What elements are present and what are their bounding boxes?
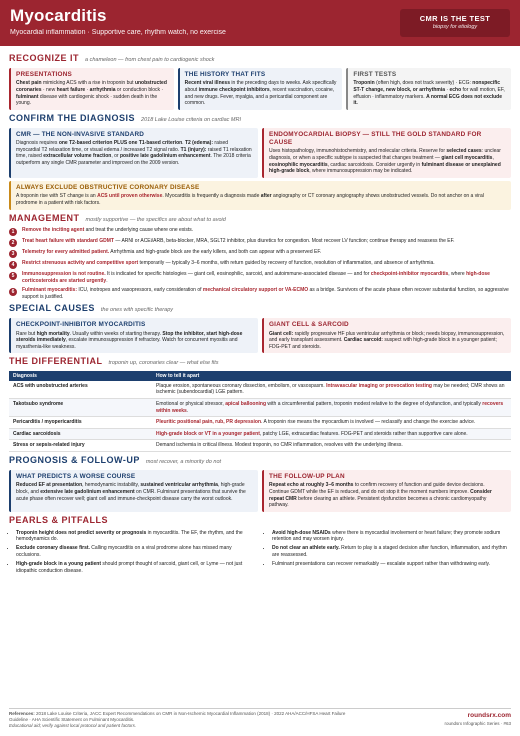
- badge-title: CMR IS THE TEST: [419, 14, 491, 23]
- header-banner: [0, 0, 520, 46]
- cmr-box: [9, 128, 258, 178]
- exclude-row: [9, 181, 511, 210]
- table-row: [9, 440, 511, 452]
- badge-subtitle: biopsy for etiology: [432, 23, 478, 30]
- column-header: How to tell it apart: [152, 371, 511, 381]
- section-subtitle: most recover, a minority do not: [145, 458, 222, 465]
- section-title: RECOGNIZE IT: [9, 53, 80, 63]
- footer-brand-block: [444, 712, 511, 727]
- pearls-list: [9, 530, 511, 577]
- list-item: • High-grade block in a young patient should prompt thought of sarcoid, giant cell, or Lyme — not just idiopathic conduction disease.: [16, 561, 255, 574]
- section-header-prognosis: [9, 455, 511, 467]
- list-item: 6 Fulminant myocarditis: ICU, inotropes and vasopressors, early consideration of mechanical circulatory support or VA-ECMO as a bridge. Survivors of the acute phase often recover substantial function, so aggressive support is justified.: [9, 287, 511, 300]
- exclude-cad-box: [9, 181, 511, 210]
- box-title: FIRST TESTS: [353, 70, 397, 78]
- presentations-box: [9, 68, 174, 110]
- biopsy-box: [262, 128, 511, 178]
- list-item: • Exclude coronary disease first. Calling myocarditis on a viral prodrome alone has missed many occlusions.: [16, 545, 255, 558]
- follow-up-box: [262, 470, 511, 512]
- box-title: WHAT PREDICTS A WORSE COURSE: [16, 472, 136, 480]
- pearls-column-left: [9, 530, 255, 577]
- box-body: Uses histopathology, immunohistochemistry, and molecular criteria. Reserve for selected cases: unclear diagnosis, or when a specific subtype is suspected that changes treatment — giant cell myocarditis, eosinophilic myocarditis, cardiac sarcoidosis. Consider urgently in fulminant disease or unexplained high-grade block, where immunosuppression may be indicated.: [269, 148, 501, 175]
- section-header-management: [9, 213, 511, 225]
- list-item: • Troponin height does not predict severity or prognosis in myocarditis. The EF, the rhythm, and the hemodynamics do.: [16, 530, 255, 543]
- main-content: [9, 50, 511, 577]
- section-title: PEARLS & PITFALLS: [9, 514, 109, 525]
- table-cell-detail: Pleuritic positional pain, rub, PR depression. A troponin rise means the myocardium is involved — reclassify and change the exercise advice.: [152, 417, 511, 429]
- callout-badge: [400, 9, 510, 37]
- list-item: 3 Telemetry for every admitted patient. Arrhythmia and high-grade block are the early killers, and both can appear with a preserved EF.: [9, 249, 511, 258]
- page-subtitle: Myocardial inflammation · Supportive care, rhythm watch, no exercise: [10, 29, 226, 36]
- section-header-pearls: [9, 515, 511, 527]
- table-cell-diagnosis: ACS with unobstructed arteries: [9, 381, 152, 399]
- box-body: Chest pain mimicking ACS with a rise in troponin but unobstructed coronaries · new heart failure · arrhythmia or conduction block · fulminant disease with cardiogenic shock · sudden death in the young.: [16, 80, 167, 107]
- differential-table: [9, 371, 511, 452]
- table-cell-detail: Demand ischemia in critical illness. Modest troponin, no CMR inflammation, resolves with the underlying illness.: [152, 440, 511, 452]
- table-row: [9, 417, 511, 429]
- table-cell-diagnosis: Takotsubo syndrome: [9, 399, 152, 417]
- section-subtitle: 2018 Lake Louise criteria on cardiac MRI: [141, 116, 241, 123]
- section-header-recognize: [9, 53, 511, 65]
- section-subtitle: a chameleon — from chest pain to cardiogenic shock: [85, 57, 215, 63]
- list-item: 2 Treat heart failure with standard GDMT — ARNI or ACEi/ARB, beta-blocker, MRA, SGLT2 inhibitor, plus diuretics for congestion. Most recover LV function; continue therapy and reassess the EF.: [9, 238, 511, 247]
- list-item: 5 Immunosuppression is not routine. It is indicated for specific histologies — giant cell, eosinophilic, sarcoid, and autoimmune-associated disease — and for checkpoint-inhibitor myocarditis, where high-dose corticosteroids are started urgently.: [9, 271, 511, 284]
- table-cell-diagnosis: Pericarditis / myopericarditis: [9, 417, 152, 429]
- box-title: CHECKPOINT-INHIBITOR MYOCARDITIS: [16, 321, 146, 329]
- series-label: roundsrx Infographic Series · #63: [444, 720, 511, 726]
- references: References: 2018 Lake Louise Criteria, JACC Expert Recommendations on CMR in Non-Ischemic Myocardial Inflammation (2018) · 2022 AHA/ACC/HFSA Heart Failure Guideline · AHA Scientific Statement on Fulminant Myocarditis. Educational aid; verify against local protocol and patient factors.: [9, 711, 346, 728]
- section-subtitle: troponin up, coronaries clear — what else fits: [108, 360, 219, 367]
- list-item: • Avoid high-dose NSAIDs where there is myocardial involvement or heart failure; they promote sodium retention and may worsen injury.: [272, 530, 511, 543]
- box-body: Diagnosis requires one T2-based criterion PLUS one T1-based criterion. T2 (edema): raised myocardial T2 relaxation time, or visual edema / increased T2 signal ratio. T1 (injury): raised T1 relaxation time, raised extracellular volume fraction, or positive late gadolinium enhancement. The 2018 criteria outperform any single CMR parameter and improved on the 2009 version.: [16, 140, 252, 166]
- step-number: 5: [9, 272, 17, 280]
- ici-box: [9, 318, 258, 353]
- box-title: THE HISTORY THAT FITS: [184, 70, 266, 78]
- prognosis-row: [9, 470, 511, 512]
- section-header-special: [9, 303, 511, 315]
- section-header-differential: [9, 356, 511, 368]
- box-title: GIANT CELL & SARCOID: [269, 321, 349, 329]
- page-title: Myocarditis: [10, 6, 107, 25]
- box-title: ENDOMYOCARDIAL BIOPSY — STILL THE GOLD STANDARD FOR CAUSE: [269, 130, 482, 147]
- step-number: 4: [9, 261, 17, 269]
- box-title: CMR — THE NON-INVASIVE STANDARD: [16, 130, 145, 138]
- table-cell-detail: High-grade block or VT in a younger patient, patchy LGE, extracardiac features. FDG-PET and steroids rather than supportive care alone.: [152, 428, 511, 440]
- box-body: Repeat echo at roughly 3–6 months to confirm recovery of function and guide device decisions. Continue GDMT while the EF is reduced, and do not stop it the moment numbers improve. Consider repeat CMR before clearing an athlete. Persistent dysfunction becomes a chronic cardiomyopathy pathway.: [269, 482, 492, 509]
- box-title: ALWAYS EXCLUDE OBSTRUCTIVE CORONARY DISEASE: [16, 183, 200, 191]
- table-row: [9, 399, 511, 417]
- column-header: Diagnosis: [9, 371, 152, 381]
- table-row: [9, 381, 511, 399]
- footer: [9, 708, 511, 729]
- step-number: 1: [9, 228, 17, 236]
- box-body: Giant cell: rapidly progressive HF plus ventricular arrhythmia or block; needs biopsy, immunosuppression, and early transplant assessment. Cardiac sarcoid: suspect with high-grade block in a younger patient; FDG-PET and steroids.: [269, 330, 505, 350]
- table-cell-detail: Plaque erosion, spontaneous coronary dissection, embolism, or vasospasm. Intravascular imaging or provocation testing may be needed; CMR shows an ischemic (subendocardial) LGE pattern.: [152, 381, 511, 399]
- section-title: CONFIRM THE DIAGNOSIS: [9, 112, 136, 123]
- section-header-confirm: [9, 113, 511, 125]
- management-list: [9, 227, 511, 300]
- recognize-row: [9, 68, 511, 110]
- box-body: Recent viral illness in the preceding days to weeks. Ask specifically about immune checkpoint inhibitors, recent vaccination, cocaine, and new drugs. Fever, myalgia, and a pericardial component are common.: [184, 80, 337, 107]
- section-title: SPECIAL CAUSES: [9, 303, 95, 314]
- list-item: 4 Restrict strenuous activity and competitive sport temporarily — typically 3–6 months, with return guided by recovery of function, resolution of inflammation, and absence of arrhythmia.: [9, 260, 511, 269]
- table-header-row: [9, 371, 511, 381]
- section-title: PROGNOSIS & FOLLOW-UP: [9, 454, 140, 465]
- list-item: • Fulminant presentations can recover remarkably — escalate support rather than withdrawing early.: [272, 561, 511, 568]
- table-cell-detail: Emotional or physical stressor, apical ballooning with a circumferential pattern, troponin modest relative to the degree of dysfunction, and typically recovers within weeks.: [152, 399, 511, 417]
- table-cell-diagnosis: Stress or sepsis-related injury: [9, 440, 152, 452]
- box-body: Reduced EF at presentation, hemodynamic instability, sustained ventricular arrhythmia, high-grade block, and extensive late gadolinium enhancement on CMR. Fulminant presentations that survive the acute phase often recover well; giant cell and immune-checkpoint disease carry the worst outlook.: [16, 482, 246, 502]
- section-subtitle: mostly supportive — the specifics are about what to avoid: [85, 216, 226, 223]
- box-body: A troponin rise with ST change is an ACS until proven otherwise. Myocarditis is frequently a diagnosis made after angiography or CT coronary angiography shows unobstructed vessels. Do not anchor on a viral prodrome in a patient with risk factors.: [16, 193, 484, 206]
- section-subtitle: the ones with specific therapy: [100, 307, 174, 314]
- list-item: • Do not clear an athlete early. Return to play is a staged decision after function, inflammation, and rhythm are reassessed.: [272, 545, 511, 558]
- box-title: PRESENTATIONS: [16, 70, 72, 78]
- gcm-box: [262, 318, 511, 353]
- table-row: [9, 428, 511, 440]
- first-tests-box: [346, 68, 511, 110]
- brand-link[interactable]: roundsrx.com: [467, 712, 511, 719]
- box-body: Troponin (often high, does not track severity) · ECG: nonspecific ST-T change, new block, or arrhythmia · echo for wall motion, EF, effusion · inflammatory markers. A normal ECG does not exclude it.: [353, 80, 505, 107]
- step-number: 6: [9, 288, 17, 296]
- box-title: THE FOLLOW-UP PLAN: [269, 472, 345, 480]
- pearls-column-right: [265, 530, 511, 577]
- history-box: [178, 68, 343, 110]
- special-row: [9, 318, 511, 353]
- confirm-row: [9, 128, 511, 178]
- step-number: 3: [9, 250, 17, 258]
- list-item: 1 Remove the inciting agent and treat the underlying cause where one exists.: [9, 227, 511, 236]
- section-title: MANAGEMENT: [9, 212, 80, 223]
- box-body: Rare but high mortality. Usually within weeks of starting therapy. Stop the inhibitor, start high-dose steroids immediately, escalate immunosuppression if refractory. Watch for concurrent myositis and myasthenia-like weakness.: [16, 330, 243, 350]
- step-number: 2: [9, 239, 17, 247]
- worse-course-box: [9, 470, 258, 512]
- section-title: THE DIFFERENTIAL: [9, 356, 103, 367]
- table-cell-diagnosis: Cardiac sarcoidosis: [9, 428, 152, 440]
